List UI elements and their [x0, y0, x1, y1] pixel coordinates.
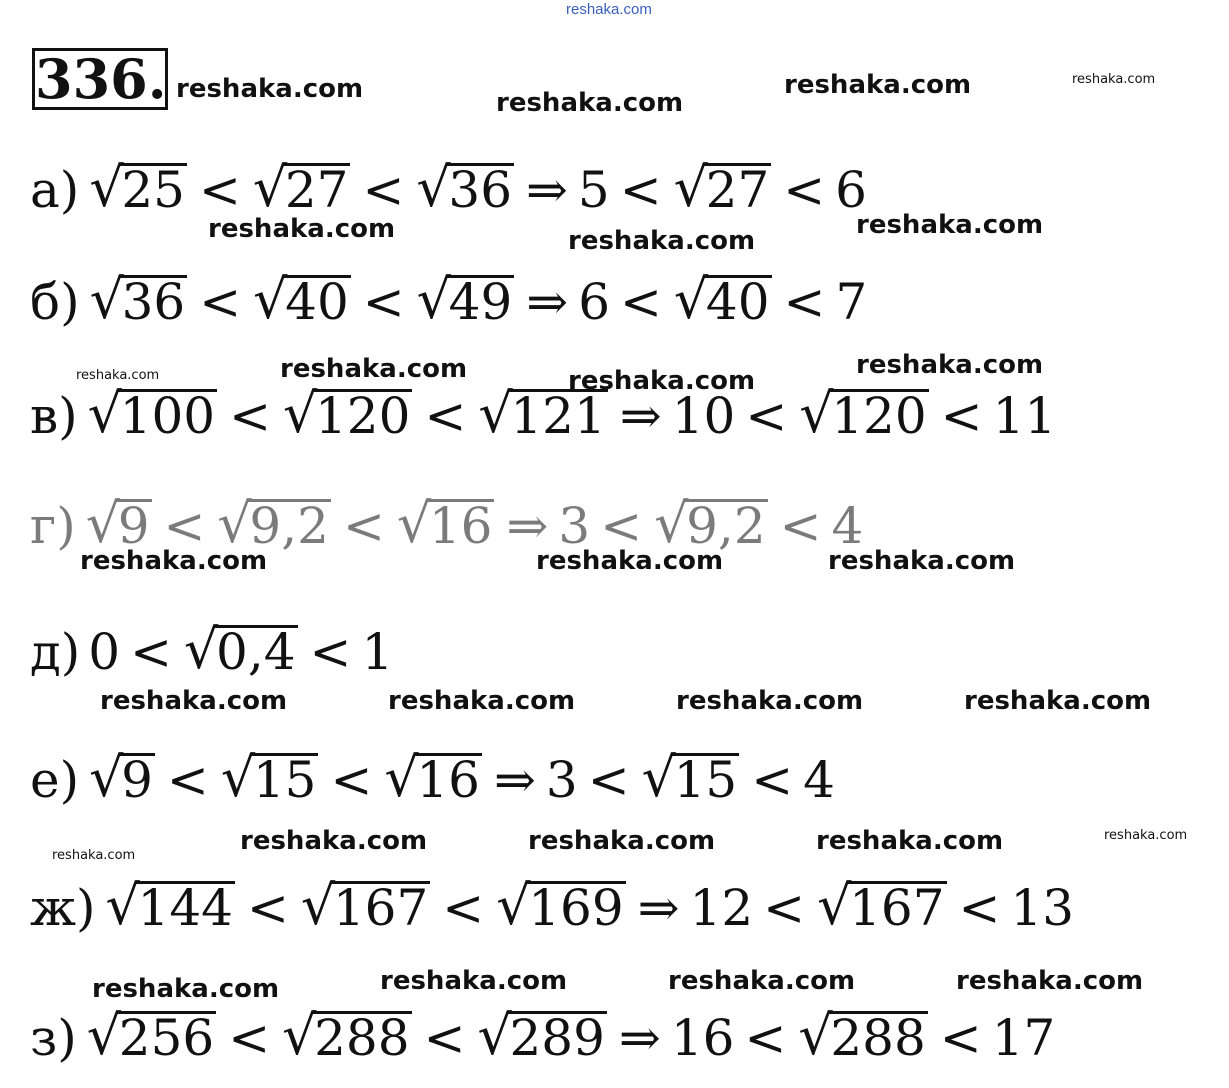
watermark: reshaka.com: [496, 88, 684, 118]
watermark: reshaka.com: [784, 70, 972, 100]
sqrt: √ 27: [253, 160, 351, 220]
label-a: а): [30, 161, 80, 219]
sqrt: √ 167: [817, 878, 946, 938]
watermark: reshaka.com: [80, 546, 268, 576]
sqrt: √ 288: [798, 1008, 927, 1068]
watermark: reshaka.com: [208, 214, 396, 244]
sqrt: √ 49: [417, 272, 515, 332]
sqrt: √ 0,4: [184, 622, 298, 682]
problem-number: 336.: [32, 48, 168, 110]
sqrt: √ 27: [674, 160, 772, 220]
line-b: б)√ 36 <√ 40 <√ 49 ⇒ 6 <√ 40 < 7: [30, 272, 867, 332]
line-a: а)√ 25 <√ 27 <√ 36 ⇒ 5 <√ 27 < 6: [30, 160, 867, 220]
watermark: reshaka.com: [828, 546, 1016, 576]
sqrt: √ 9,2: [217, 496, 331, 556]
sqrt: √ 40: [674, 272, 772, 332]
sqrt: √ 169: [496, 878, 625, 938]
watermark: reshaka.com: [388, 686, 576, 716]
sqrt: √ 9: [86, 496, 152, 556]
label-v: в): [30, 387, 78, 445]
watermark: reshaka.com: [856, 350, 1044, 380]
watermark: reshaka.com: [568, 226, 756, 256]
sqrt: √ 9,2: [654, 496, 768, 556]
sqrt: √ 40: [253, 272, 351, 332]
watermark: reshaka.com: [100, 686, 288, 716]
line-v: в)√ 100 <√ 120 <√ 121 ⇒ 10 <√ 120 < 11: [30, 386, 1056, 446]
label-g: г): [30, 497, 76, 555]
sqrt: √ 16: [384, 750, 482, 810]
line-zh: ж)√ 144 <√ 167 <√ 169 ⇒ 12 <√ 167 < 13: [30, 878, 1074, 938]
label-e: е): [30, 751, 80, 809]
site-header[interactable]: reshaka.com: [566, 1, 652, 18]
watermark: reshaka.com: [1104, 828, 1188, 843]
watermark: reshaka.com: [528, 826, 716, 856]
label-b: б): [30, 273, 80, 331]
sqrt: √ 120: [799, 386, 928, 446]
watermark: reshaka.com: [280, 354, 468, 384]
watermark: reshaka.com: [816, 826, 1004, 856]
sqrt: √ 16: [397, 496, 495, 556]
sqrt: √ 120: [283, 386, 412, 446]
watermark: reshaka.com: [676, 686, 864, 716]
watermark: reshaka.com: [668, 966, 856, 996]
line-z: з)√ 256 <√ 288 <√ 289 ⇒ 16 <√ 288 < 17: [30, 1008, 1055, 1068]
label-d: д): [30, 623, 81, 681]
sqrt: √ 121: [478, 386, 607, 446]
sqrt: √ 15: [221, 750, 319, 810]
watermark: reshaka.com: [856, 210, 1044, 240]
label-zh: ж): [30, 879, 96, 937]
watermark: reshaka.com: [52, 848, 136, 863]
sqrt: √ 288: [282, 1008, 411, 1068]
watermark: reshaka.com: [92, 974, 280, 1004]
line-g: г)√ 9 <√ 9,2 <√ 16 ⇒ 3 <√ 9,2 < 4: [30, 496, 863, 556]
line-d: д) 0 <√ 0,4 < 1: [30, 622, 393, 682]
sqrt: √ 25: [89, 160, 187, 220]
watermark: reshaka.com: [240, 826, 428, 856]
sqrt: √ 144: [106, 878, 235, 938]
label-z: з): [30, 1009, 77, 1067]
watermark: reshaka.com: [956, 966, 1144, 996]
sqrt: √ 36: [416, 160, 514, 220]
sqrt: √ 9: [89, 750, 155, 810]
watermark: reshaka.com: [1072, 72, 1156, 87]
watermark: reshaka.com: [964, 686, 1152, 716]
sqrt: √ 167: [301, 878, 430, 938]
watermark: reshaka.com: [76, 368, 160, 383]
line-e: е)√ 9 <√ 15 <√ 16 ⇒ 3 <√ 15 < 4: [30, 750, 835, 810]
sqrt: √ 289: [477, 1008, 606, 1068]
watermark: reshaka.com: [380, 966, 568, 996]
sqrt: √ 36: [90, 272, 188, 332]
sqrt: √ 100: [88, 386, 217, 446]
watermark: reshaka.com: [176, 74, 364, 104]
watermark: reshaka.com: [536, 546, 724, 576]
sqrt: √ 256: [87, 1008, 216, 1068]
watermark: reshaka.com: [568, 366, 756, 396]
sqrt: √ 15: [642, 750, 740, 810]
